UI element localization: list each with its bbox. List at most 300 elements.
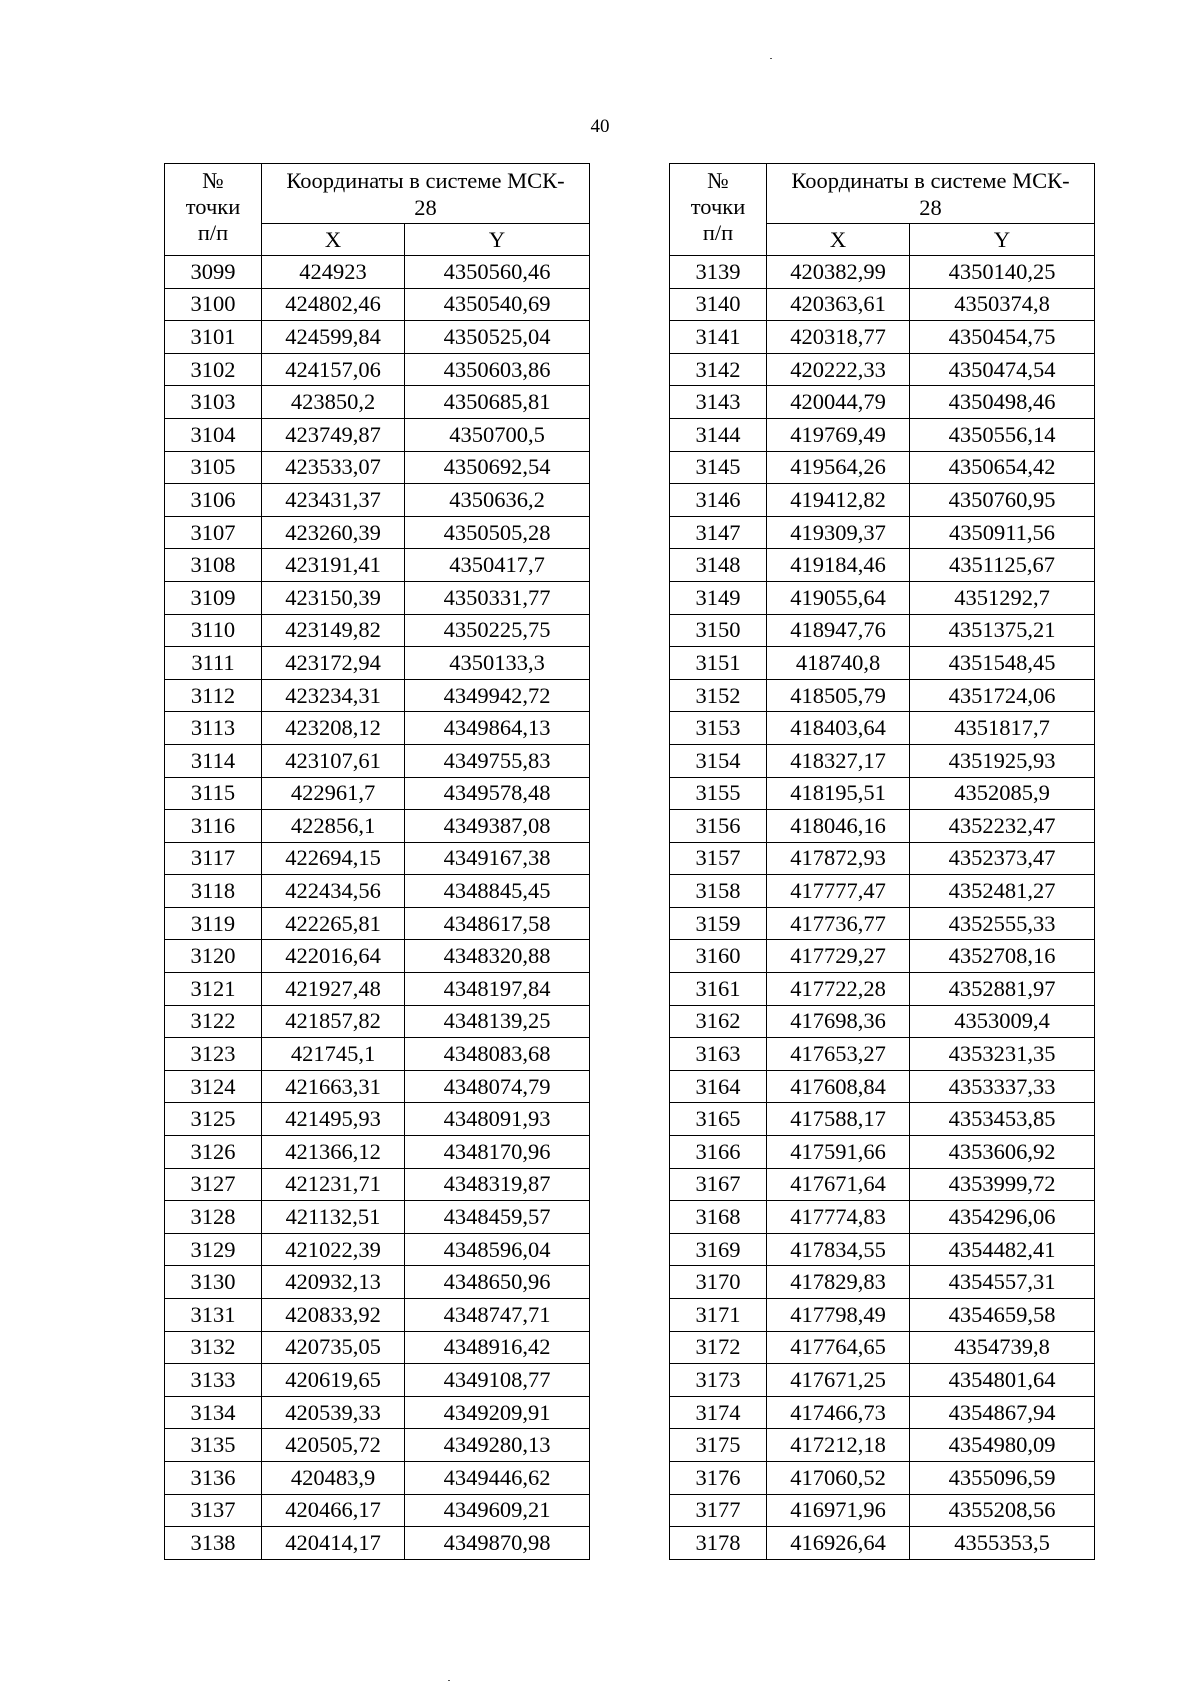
table-row xyxy=(165,614,590,647)
y-coordinate-cell: 4350556,14 xyxy=(910,418,1095,451)
table-row xyxy=(670,1494,1095,1527)
x-coordinate-cell: 417588,17 xyxy=(767,1103,910,1136)
x-coordinate-cell: 417834,55 xyxy=(767,1233,910,1266)
x-coordinate-cell: 417608,84 xyxy=(767,1070,910,1103)
point-number-cell: 3154 xyxy=(670,744,767,777)
table-row xyxy=(165,451,590,484)
y-coordinate-cell: 4350700,5 xyxy=(405,418,590,451)
x-coordinate-cell: 419309,37 xyxy=(767,516,910,549)
x-coordinate-cell: 417722,28 xyxy=(767,973,910,1006)
y-coordinate-cell: 4354557,31 xyxy=(910,1266,1095,1299)
table-row xyxy=(165,256,590,289)
x-coordinate-cell: 422856,1 xyxy=(262,810,405,843)
y-coordinate-cell: 4348074,79 xyxy=(405,1070,590,1103)
point-number-cell: 3110 xyxy=(165,614,262,647)
y-coordinate-cell: 4354659,58 xyxy=(910,1299,1095,1332)
y-coordinate-cell: 4350540,69 xyxy=(405,288,590,321)
point-number-cell: 3136 xyxy=(165,1461,262,1494)
x-coordinate-cell: 421231,71 xyxy=(262,1168,405,1201)
point-number-cell: 3156 xyxy=(670,810,767,843)
table-row xyxy=(670,647,1095,680)
point-number-cell: 3123 xyxy=(165,1038,262,1071)
x-coordinate-cell: 421495,93 xyxy=(262,1103,405,1136)
table-row xyxy=(165,1038,590,1071)
table-row xyxy=(165,418,590,451)
y-coordinate-cell: 4351375,21 xyxy=(910,614,1095,647)
table-row xyxy=(670,418,1095,451)
table-row xyxy=(165,1070,590,1103)
point-number-cell: 3152 xyxy=(670,679,767,712)
x-coordinate-cell: 418403,64 xyxy=(767,712,910,745)
table-row xyxy=(670,1527,1095,1560)
point-number-cell: 3104 xyxy=(165,418,262,451)
point-number-cell: 3105 xyxy=(165,451,262,484)
point-number-cell: 3124 xyxy=(165,1070,262,1103)
x-coordinate-cell: 420932,13 xyxy=(262,1266,405,1299)
table-row xyxy=(670,1429,1095,1462)
table-row xyxy=(165,1527,590,1560)
x-coordinate-cell: 422016,64 xyxy=(262,940,405,973)
page-number: 40 xyxy=(590,116,610,137)
point-number-cell: 3168 xyxy=(670,1201,767,1234)
y-coordinate-cell: 4352373,47 xyxy=(910,842,1095,875)
y-coordinate-cell: 4351548,45 xyxy=(910,647,1095,680)
y-coordinate-cell: 4353009,4 xyxy=(910,1005,1095,1038)
table-row xyxy=(670,1461,1095,1494)
x-column-header: X xyxy=(262,224,405,256)
table-row xyxy=(165,907,590,940)
table-row xyxy=(670,973,1095,1006)
x-coordinate-cell: 423208,12 xyxy=(262,712,405,745)
coordinate-system-suffix: 28 xyxy=(414,194,437,220)
point-number-cell: 3133 xyxy=(165,1364,262,1397)
table-row xyxy=(165,1461,590,1494)
y-coordinate-cell: 4353453,85 xyxy=(910,1103,1095,1136)
y-coordinate-cell: 4353999,72 xyxy=(910,1168,1095,1201)
y-coordinate-cell: 4349864,13 xyxy=(405,712,590,745)
point-number-cell: 3151 xyxy=(670,647,767,680)
x-column-header: X xyxy=(767,224,910,256)
x-coordinate-cell: 417829,83 xyxy=(767,1266,910,1299)
y-coordinate-cell: 4349446,62 xyxy=(405,1461,590,1494)
y-coordinate-cell: 4350692,54 xyxy=(405,451,590,484)
table-row xyxy=(670,1136,1095,1169)
y-coordinate-cell: 4350760,95 xyxy=(910,484,1095,517)
x-coordinate-cell: 416971,96 xyxy=(767,1494,910,1527)
table-row xyxy=(670,1364,1095,1397)
x-coordinate-cell: 418327,17 xyxy=(767,744,910,777)
x-coordinate-cell: 417736,77 xyxy=(767,907,910,940)
point-number-cell: 3131 xyxy=(165,1299,262,1332)
y-coordinate-cell: 4348197,84 xyxy=(405,973,590,1006)
table-row xyxy=(165,940,590,973)
y-coordinate-cell: 4349280,13 xyxy=(405,1429,590,1462)
table-row xyxy=(165,288,590,321)
x-coordinate-cell: 423191,41 xyxy=(262,549,405,582)
table-row xyxy=(165,777,590,810)
x-coordinate-cell: 420505,72 xyxy=(262,1429,405,1462)
coordinate-system-suffix: 28 xyxy=(919,194,942,220)
x-coordinate-cell: 419055,64 xyxy=(767,581,910,614)
point-number-cell: 3102 xyxy=(165,353,262,386)
point-number-cell: 3120 xyxy=(165,940,262,973)
point-number-cell: 3121 xyxy=(165,973,262,1006)
x-coordinate-cell: 421663,31 xyxy=(262,1070,405,1103)
ordinal-label: п/п xyxy=(197,220,229,245)
y-coordinate-cell: 4352085,9 xyxy=(910,777,1095,810)
point-number-cell: 3172 xyxy=(670,1331,767,1364)
point-number-cell: 3142 xyxy=(670,353,767,386)
y-coordinate-cell: 4349387,08 xyxy=(405,810,590,843)
y-coordinate-cell: 4352481,27 xyxy=(910,875,1095,908)
x-coordinate-cell: 420833,92 xyxy=(262,1299,405,1332)
point-number-cell: 3122 xyxy=(165,1005,262,1038)
table-row xyxy=(165,973,590,1006)
x-coordinate-cell: 420318,77 xyxy=(767,321,910,354)
point-number-cell: 3162 xyxy=(670,1005,767,1038)
x-coordinate-cell: 418505,79 xyxy=(767,679,910,712)
y-coordinate-cell: 4352881,97 xyxy=(910,973,1095,1006)
table-row xyxy=(670,386,1095,419)
table-row xyxy=(165,647,590,680)
y-coordinate-cell: 4350505,28 xyxy=(405,516,590,549)
x-coordinate-cell: 423749,87 xyxy=(262,418,405,451)
table-row xyxy=(670,712,1095,745)
y-coordinate-cell: 4348596,04 xyxy=(405,1233,590,1266)
table-row xyxy=(165,875,590,908)
x-coordinate-cell: 423107,61 xyxy=(262,744,405,777)
y-coordinate-cell: 4350331,77 xyxy=(405,581,590,614)
table-row xyxy=(670,451,1095,484)
point-number-cell: 3107 xyxy=(165,516,262,549)
x-coordinate-cell: 418195,51 xyxy=(767,777,910,810)
point-number-cell: 3173 xyxy=(670,1364,767,1397)
y-coordinate-cell: 4351292,7 xyxy=(910,581,1095,614)
x-coordinate-cell: 417777,47 xyxy=(767,875,910,908)
x-coordinate-cell: 423234,31 xyxy=(262,679,405,712)
x-coordinate-cell: 423172,94 xyxy=(262,647,405,680)
y-coordinate-cell: 4349108,77 xyxy=(405,1364,590,1397)
y-coordinate-cell: 4348320,88 xyxy=(405,940,590,973)
x-coordinate-cell: 417060,52 xyxy=(767,1461,910,1494)
x-coordinate-cell: 419769,49 xyxy=(767,418,910,451)
table-row xyxy=(670,842,1095,875)
y-coordinate-cell: 4348747,71 xyxy=(405,1299,590,1332)
scan-speck xyxy=(770,58,772,59)
coordinates-table-body xyxy=(670,256,1095,1560)
coordinate-system-header xyxy=(262,164,590,224)
y-coordinate-cell: 4350636,2 xyxy=(405,484,590,517)
point-number-cell: 3128 xyxy=(165,1201,262,1234)
point-number-cell: 3119 xyxy=(165,907,262,940)
y-coordinate-cell: 4350225,75 xyxy=(405,614,590,647)
y-coordinate-cell: 4350417,7 xyxy=(405,549,590,582)
table-row xyxy=(165,1396,590,1429)
x-coordinate-cell: 421366,12 xyxy=(262,1136,405,1169)
point-number-cell: 3099 xyxy=(165,256,262,289)
y-coordinate-cell: 4349942,72 xyxy=(405,679,590,712)
table-row xyxy=(165,712,590,745)
y-coordinate-cell: 4354980,09 xyxy=(910,1429,1095,1462)
table-row xyxy=(165,1103,590,1136)
table-row xyxy=(165,386,590,419)
y-coordinate-cell: 4349209,91 xyxy=(405,1396,590,1429)
x-coordinate-cell: 422961,7 xyxy=(262,777,405,810)
table-row xyxy=(165,1299,590,1332)
table-row xyxy=(670,353,1095,386)
point-number-cell: 3134 xyxy=(165,1396,262,1429)
number-sign-label: № xyxy=(202,168,224,193)
y-coordinate-cell: 4349167,38 xyxy=(405,842,590,875)
point-number-cell: 3109 xyxy=(165,581,262,614)
x-coordinate-cell: 420414,17 xyxy=(262,1527,405,1560)
y-coordinate-cell: 4351817,7 xyxy=(910,712,1095,745)
point-number-cell: 3149 xyxy=(670,581,767,614)
point-number-cell: 3157 xyxy=(670,842,767,875)
x-coordinate-cell: 423150,39 xyxy=(262,581,405,614)
point-number-cell: 3101 xyxy=(165,321,262,354)
y-coordinate-cell: 4348091,93 xyxy=(405,1103,590,1136)
y-coordinate-cell: 4350454,75 xyxy=(910,321,1095,354)
point-number-cell: 3137 xyxy=(165,1494,262,1527)
point-number-cell: 3141 xyxy=(670,321,767,354)
x-coordinate-cell: 421132,51 xyxy=(262,1201,405,1234)
table-row xyxy=(165,1233,590,1266)
y-coordinate-cell: 4349870,98 xyxy=(405,1527,590,1560)
point-number-cell: 3138 xyxy=(165,1527,262,1560)
y-coordinate-cell: 4350140,25 xyxy=(910,256,1095,289)
point-number-cell: 3118 xyxy=(165,875,262,908)
table-row xyxy=(670,1103,1095,1136)
point-number-cell: 3143 xyxy=(670,386,767,419)
table-row xyxy=(165,1201,590,1234)
y-coordinate-cell: 4355208,56 xyxy=(910,1494,1095,1527)
x-coordinate-cell: 418740,8 xyxy=(767,647,910,680)
table-row xyxy=(670,744,1095,777)
y-coordinate-cell: 4349755,83 xyxy=(405,744,590,777)
y-coordinate-cell: 4354867,94 xyxy=(910,1396,1095,1429)
coordinate-system-header xyxy=(767,164,1095,224)
x-coordinate-cell: 418947,76 xyxy=(767,614,910,647)
y-coordinate-cell: 4354801,64 xyxy=(910,1364,1095,1397)
x-coordinate-cell: 417466,73 xyxy=(767,1396,910,1429)
table-row xyxy=(670,321,1095,354)
coordinates-table-right xyxy=(669,163,1095,1560)
x-coordinate-cell: 417671,64 xyxy=(767,1168,910,1201)
x-coordinate-cell: 419184,46 xyxy=(767,549,910,582)
table-row xyxy=(165,744,590,777)
table-row xyxy=(670,1299,1095,1332)
x-coordinate-cell: 421022,39 xyxy=(262,1233,405,1266)
table-row xyxy=(670,875,1095,908)
x-coordinate-cell: 417212,18 xyxy=(767,1429,910,1462)
y-coordinate-cell: 4349609,21 xyxy=(405,1494,590,1527)
x-coordinate-cell: 421927,48 xyxy=(262,973,405,1006)
table-row xyxy=(670,1070,1095,1103)
point-number-cell: 3176 xyxy=(670,1461,767,1494)
point-number-cell: 3115 xyxy=(165,777,262,810)
coordinates-table-left xyxy=(164,163,590,1560)
table-row xyxy=(670,907,1095,940)
point-number-cell: 3116 xyxy=(165,810,262,843)
coordinate-system-label: Координаты в системе МСК- xyxy=(286,167,565,193)
point-number-cell: 3103 xyxy=(165,386,262,419)
table-row xyxy=(165,842,590,875)
y-coordinate-cell: 4348650,96 xyxy=(405,1266,590,1299)
point-label: точки xyxy=(185,194,241,219)
table-row xyxy=(165,1005,590,1038)
table-row xyxy=(670,484,1095,517)
point-number-cell: 3177 xyxy=(670,1494,767,1527)
y-coordinate-cell: 4350911,56 xyxy=(910,516,1095,549)
x-coordinate-cell: 423260,39 xyxy=(262,516,405,549)
y-coordinate-cell: 4355096,59 xyxy=(910,1461,1095,1494)
x-coordinate-cell: 416926,64 xyxy=(767,1527,910,1560)
table-row xyxy=(670,940,1095,973)
table-row xyxy=(165,1168,590,1201)
y-coordinate-cell: 4351724,06 xyxy=(910,679,1095,712)
table-row xyxy=(670,1266,1095,1299)
table-row xyxy=(670,1233,1095,1266)
table-row xyxy=(165,484,590,517)
table-row xyxy=(670,1396,1095,1429)
x-coordinate-cell: 424599,84 xyxy=(262,321,405,354)
x-coordinate-cell: 420539,33 xyxy=(262,1396,405,1429)
x-coordinate-cell: 421745,1 xyxy=(262,1038,405,1071)
table-row xyxy=(165,1266,590,1299)
point-number-cell: 3144 xyxy=(670,418,767,451)
x-coordinate-cell: 417729,27 xyxy=(767,940,910,973)
x-coordinate-cell: 420044,79 xyxy=(767,386,910,419)
x-coordinate-cell: 423850,2 xyxy=(262,386,405,419)
point-number-cell: 3155 xyxy=(670,777,767,810)
point-number-cell: 3114 xyxy=(165,744,262,777)
x-coordinate-cell: 420483,9 xyxy=(262,1461,405,1494)
point-number-cell: 3129 xyxy=(165,1233,262,1266)
x-coordinate-cell: 423149,82 xyxy=(262,614,405,647)
point-number-cell: 3148 xyxy=(670,549,767,582)
y-coordinate-cell: 4350603,86 xyxy=(405,353,590,386)
y-coordinate-cell: 4348139,25 xyxy=(405,1005,590,1038)
y-column-header: Y xyxy=(405,224,590,256)
y-coordinate-cell: 4352555,33 xyxy=(910,907,1095,940)
table-row xyxy=(165,1494,590,1527)
y-coordinate-cell: 4348083,68 xyxy=(405,1038,590,1071)
table-row xyxy=(165,581,590,614)
point-number-cell: 3170 xyxy=(670,1266,767,1299)
table-row xyxy=(670,1168,1095,1201)
y-column-header: Y xyxy=(910,224,1095,256)
table-row xyxy=(165,516,590,549)
table-row xyxy=(670,516,1095,549)
y-coordinate-cell: 4349578,48 xyxy=(405,777,590,810)
point-number-cell: 3161 xyxy=(670,973,767,1006)
x-coordinate-cell: 422265,81 xyxy=(262,907,405,940)
point-number-cell: 3146 xyxy=(670,484,767,517)
y-coordinate-cell: 4350498,46 xyxy=(910,386,1095,419)
point-number-cell: 3159 xyxy=(670,907,767,940)
x-coordinate-cell: 423431,37 xyxy=(262,484,405,517)
y-coordinate-cell: 4350133,3 xyxy=(405,647,590,680)
point-number-cell: 3108 xyxy=(165,549,262,582)
x-coordinate-cell: 417798,49 xyxy=(767,1299,910,1332)
x-coordinate-cell: 420466,17 xyxy=(262,1494,405,1527)
x-coordinate-cell: 420619,65 xyxy=(262,1364,405,1397)
table-row xyxy=(165,679,590,712)
point-number-cell: 3164 xyxy=(670,1070,767,1103)
x-coordinate-cell: 420222,33 xyxy=(767,353,910,386)
point-number-cell: 3132 xyxy=(165,1331,262,1364)
point-number-cell: 3158 xyxy=(670,875,767,908)
point-number-cell: 3153 xyxy=(670,712,767,745)
y-coordinate-cell: 4350374,8 xyxy=(910,288,1095,321)
table-row xyxy=(670,1038,1095,1071)
y-coordinate-cell: 4350654,42 xyxy=(910,451,1095,484)
y-coordinate-cell: 4348845,45 xyxy=(405,875,590,908)
y-coordinate-cell: 4353231,35 xyxy=(910,1038,1095,1071)
table-row xyxy=(670,256,1095,289)
x-coordinate-cell: 417774,83 xyxy=(767,1201,910,1234)
point-number-cell: 3147 xyxy=(670,516,767,549)
x-coordinate-cell: 417671,25 xyxy=(767,1364,910,1397)
y-coordinate-cell: 4348459,57 xyxy=(405,1201,590,1234)
y-coordinate-cell: 4348170,96 xyxy=(405,1136,590,1169)
table-row xyxy=(670,581,1095,614)
point-number-header xyxy=(165,164,262,256)
table-row xyxy=(165,1364,590,1397)
point-number-cell: 3130 xyxy=(165,1266,262,1299)
x-coordinate-cell: 424923 xyxy=(262,256,405,289)
table-row xyxy=(165,810,590,843)
x-coordinate-cell: 420735,05 xyxy=(262,1331,405,1364)
point-number-cell: 3125 xyxy=(165,1103,262,1136)
point-number-cell: 3111 xyxy=(165,647,262,680)
y-coordinate-cell: 4354739,8 xyxy=(910,1331,1095,1364)
x-coordinate-cell: 422434,56 xyxy=(262,875,405,908)
scan-speck xyxy=(448,1680,450,1681)
point-number-cell: 3160 xyxy=(670,940,767,973)
point-number-header xyxy=(670,164,767,256)
coordinates-table-body xyxy=(165,256,590,1560)
x-coordinate-cell: 417698,36 xyxy=(767,1005,910,1038)
point-number-cell: 3166 xyxy=(670,1136,767,1169)
point-number-cell: 3117 xyxy=(165,842,262,875)
point-number-cell: 3113 xyxy=(165,712,262,745)
y-coordinate-cell: 4352232,47 xyxy=(910,810,1095,843)
table-row xyxy=(165,321,590,354)
point-number-cell: 3178 xyxy=(670,1527,767,1560)
point-number-cell: 3165 xyxy=(670,1103,767,1136)
point-number-cell: 3175 xyxy=(670,1429,767,1462)
point-number-cell: 3100 xyxy=(165,288,262,321)
table-row xyxy=(670,1331,1095,1364)
table-row xyxy=(670,549,1095,582)
x-coordinate-cell: 417591,66 xyxy=(767,1136,910,1169)
point-number-cell: 3106 xyxy=(165,484,262,517)
point-number-cell: 3169 xyxy=(670,1233,767,1266)
coordinate-system-label: Координаты в системе МСК- xyxy=(791,167,1070,193)
table-row xyxy=(670,679,1095,712)
y-coordinate-cell: 4352708,16 xyxy=(910,940,1095,973)
y-coordinate-cell: 4353606,92 xyxy=(910,1136,1095,1169)
point-number-cell: 3127 xyxy=(165,1168,262,1201)
table-row xyxy=(670,1201,1095,1234)
y-coordinate-cell: 4351125,67 xyxy=(910,549,1095,582)
point-label: точки xyxy=(690,194,746,219)
point-number-cell: 3139 xyxy=(670,256,767,289)
x-coordinate-cell: 419412,82 xyxy=(767,484,910,517)
x-coordinate-cell: 422694,15 xyxy=(262,842,405,875)
